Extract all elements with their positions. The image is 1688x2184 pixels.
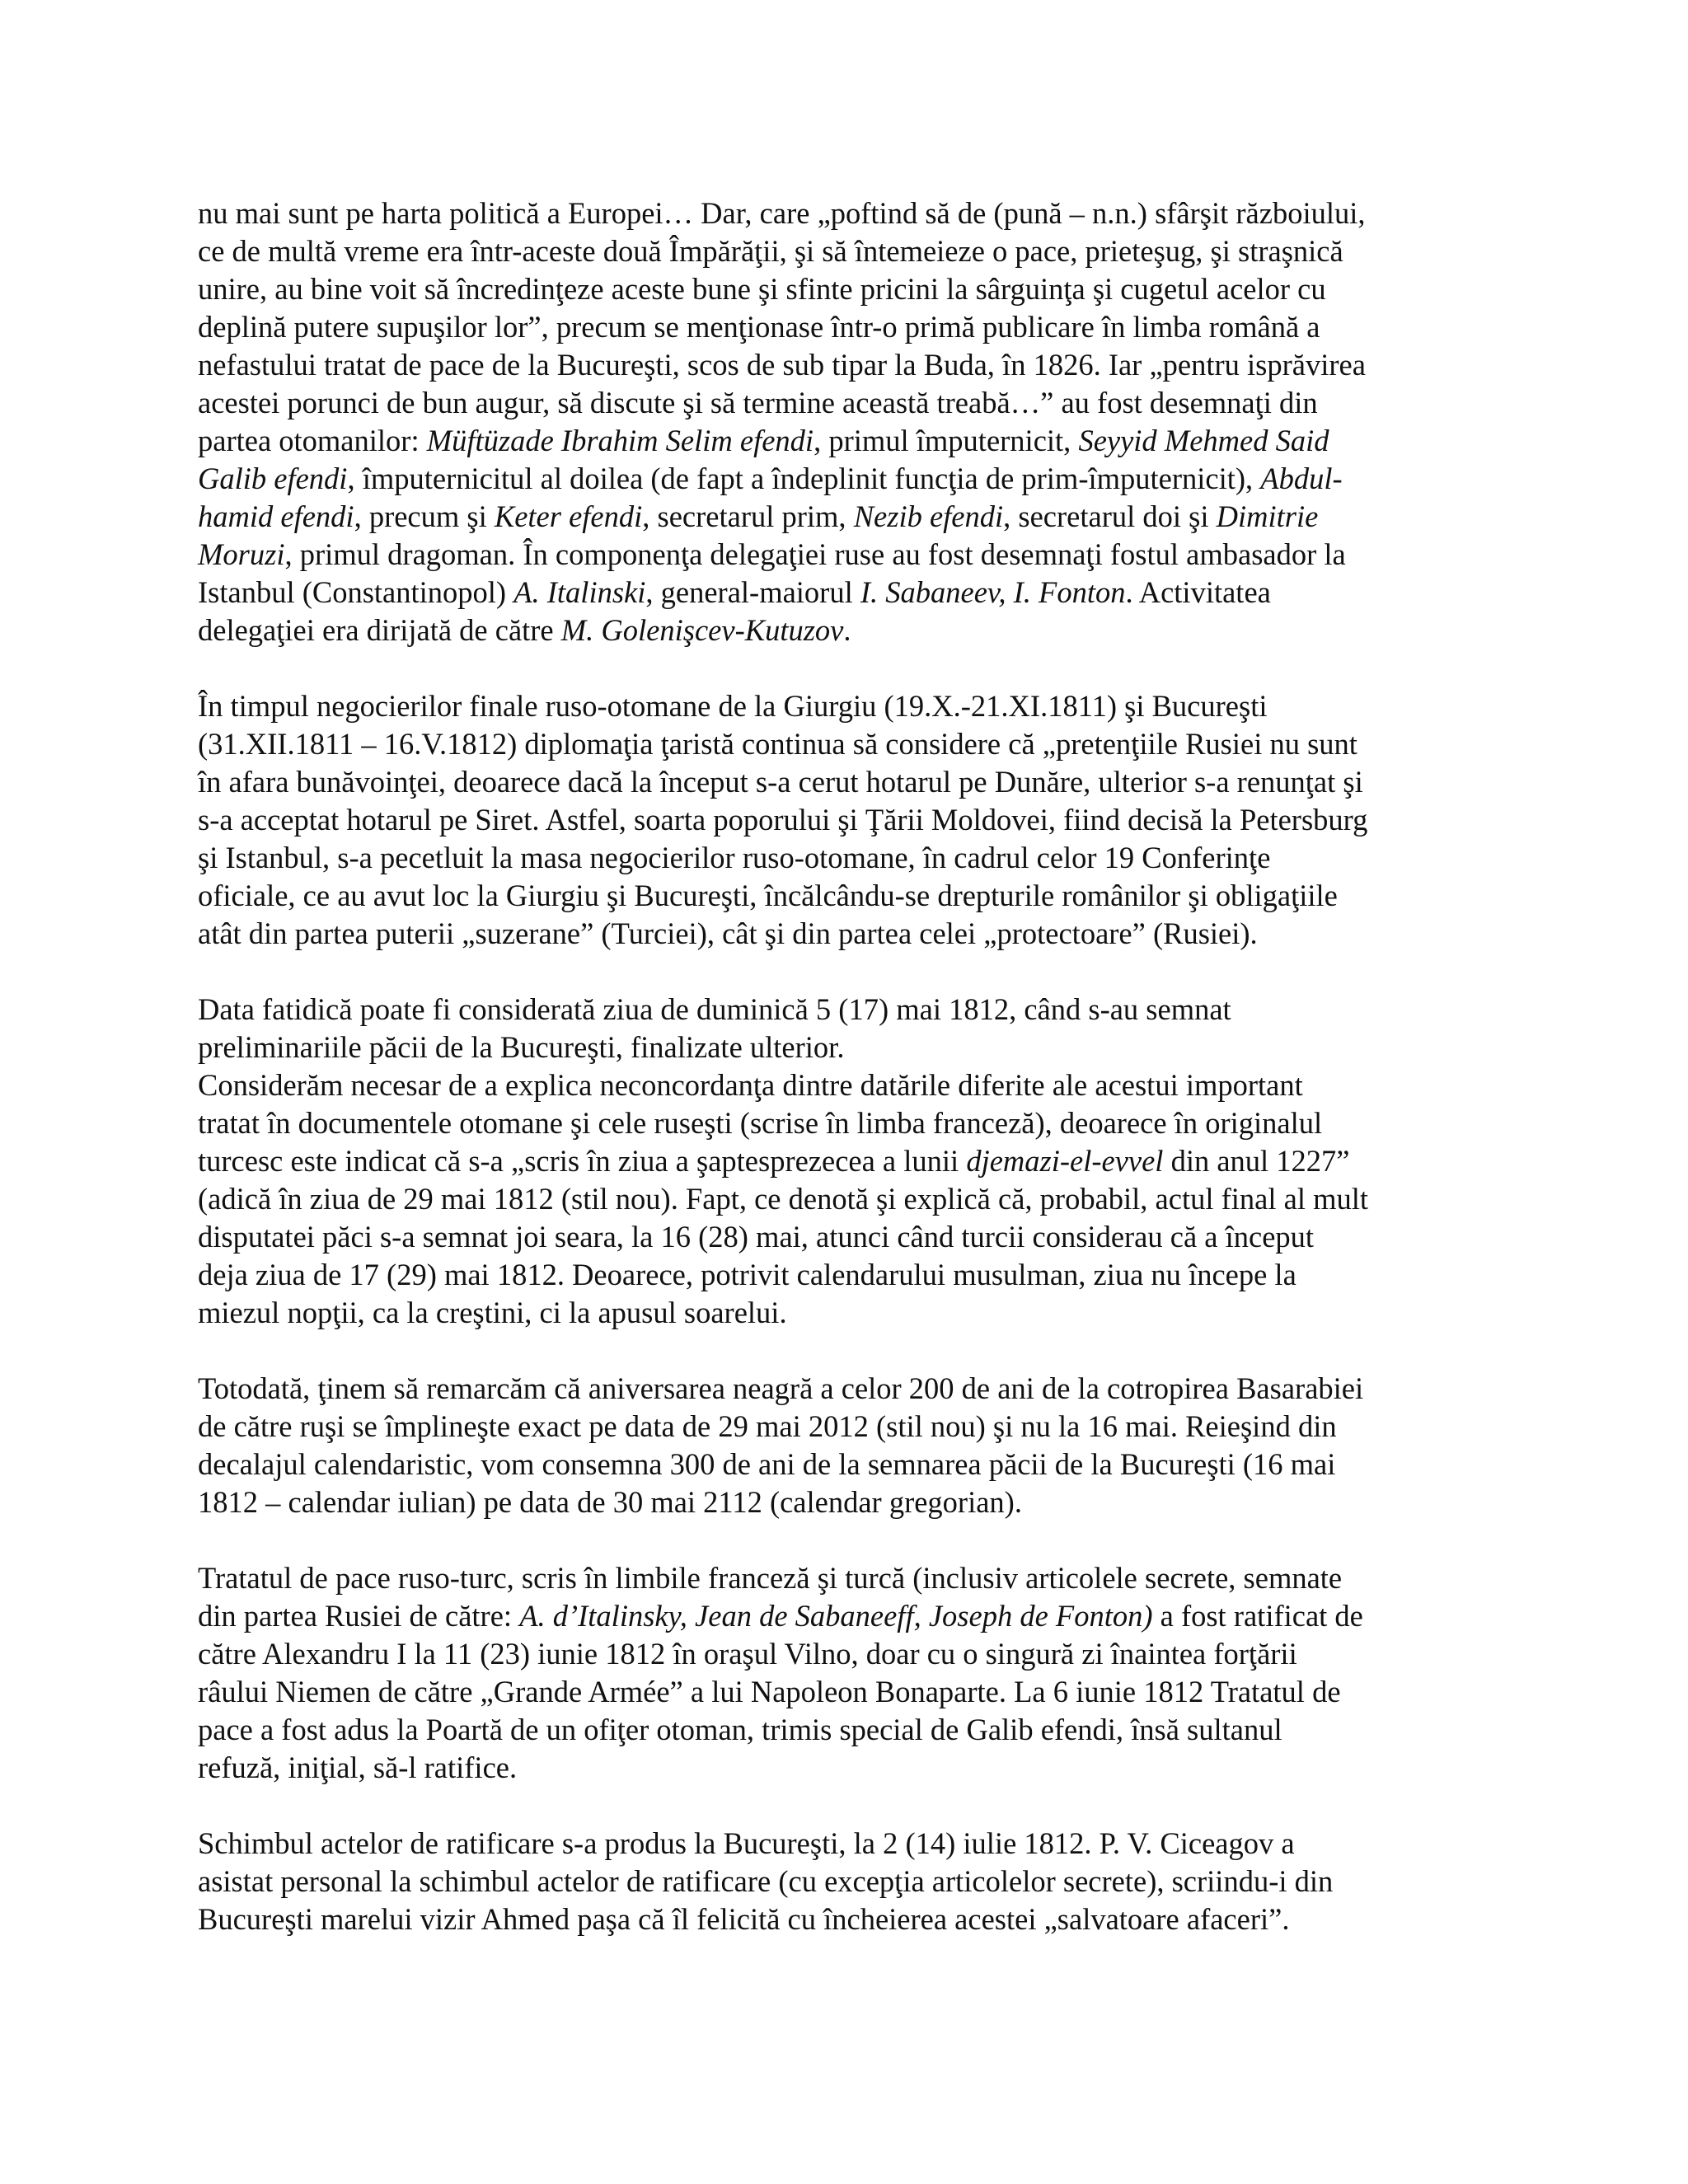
italic-name: Keter efendi <box>494 499 643 533</box>
text-line <box>198 1446 1447 1483</box>
text-segment: , primul împuternicit, <box>814 424 1079 457</box>
italic-name: hamid efendi <box>198 499 354 533</box>
text-segment: Data fatidică poate fi considerată ziua de duminică 5 (17) mai 1812, când s-au semnat <box>198 992 1231 1026</box>
text-segment: ce de multă vreme era într-aceste două Împărăţii, şi să întemeieze o pace, prieteşug, şi straşnică <box>198 234 1343 268</box>
text-line <box>198 1408 1447 1446</box>
text-segment: şi Istanbul, s-a pecetluit la masa negocierilor ruso-otomane, în cadrul celor 19 Conferinţe <box>198 841 1271 874</box>
paragraph-5 <box>198 1559 1447 1787</box>
text-segment: (31.XII.1811 – 16.V.1812) diplomaţia ţaristă continua să considere că „pretenţiile Rusiei nu sunt <box>198 727 1357 761</box>
text-segment: decalajul calendaristic, vom consemna 300 de ani de la semnarea păcii de la Bucureşti (16 mai <box>198 1447 1336 1481</box>
text-segment: atât din partea puterii „suzerane” (Turciei), cât şi din partea celei „protectoare” (Rusiei). <box>198 916 1258 950</box>
text-segment: Istanbul (Constantinopol) <box>198 575 514 609</box>
text-segment: Considerăm necesar de a explica neconcordanţa dintre datările diferite ale acestui important <box>198 1068 1303 1102</box>
text-segment: s-a acceptat hotarul pe Siret. Astfel, soarta poporului şi Ţării Moldovei, fiind decisă la Petersburg <box>198 803 1368 837</box>
text-line <box>198 801 1447 839</box>
italic-name: djemazi-el-evvel <box>966 1144 1164 1178</box>
italic-name: A. d’Italinsky, Jean de Sabaneeff, Joseph de Fonton) <box>519 1599 1153 1633</box>
text-line <box>198 536 1447 574</box>
italic-name: Galib efendi <box>198 462 348 495</box>
text-line <box>198 687 1447 725</box>
text-segment: acestei porunci de bun augur, să discute şi să termine această treabă…” au fost desemnaţi din <box>198 386 1318 419</box>
text-line <box>198 308 1447 346</box>
text-line <box>198 1029 1447 1066</box>
text-line <box>198 422 1447 460</box>
italic-name: I. Sabaneev, I. Fonton <box>860 575 1126 609</box>
text-segment: 1812 – calendar iulian) pe data de 30 mai 2112 (calendar gregorian). <box>198 1485 1022 1519</box>
text-line <box>198 1256 1447 1294</box>
italic-name: Abdul- <box>1260 462 1343 495</box>
text-segment: în afara bunăvoinţei, deoarece dacă la început s-a cerut hotarul pe Dunăre, ulterior s-a renunţat şi <box>198 765 1363 799</box>
text-segment: tratat în documentele otomane şi cele ruseşti (scrise în limba franceză), deoarece în originalul <box>198 1106 1323 1140</box>
text-line <box>198 1863 1447 1900</box>
text-segment: oficiale, ce au avut loc la Giurgiu şi Bucureşti, încălcându-se drepturile românilor şi obligaţiile <box>198 879 1338 912</box>
text-line <box>198 270 1447 308</box>
text-segment: Bucureşti marelui vizir Ahmed paşa că îl felicită cu încheierea acestei „salvatoare afaceri”. <box>198 1902 1290 1936</box>
text-segment: preliminariile păcii de la Bucureşti, finalizate ulterior. <box>198 1030 845 1064</box>
text-segment: , general-maiorul <box>645 575 860 609</box>
text-segment: partea otomanilor: <box>198 424 427 457</box>
text-segment: unire, au bine voit să încredinţeze aceste bune şi sfinte pricini la sârguinţa şi cugetul acelor cu <box>198 272 1326 306</box>
text-segment: asistat personal la schimbul actelor de ratificare (cu excepţia articolelor secrete), scriindu-i din <box>198 1864 1334 1898</box>
text-segment: a fost ratificat de <box>1152 1599 1363 1633</box>
text-line <box>198 1900 1447 1938</box>
text-segment: , precum şi <box>354 499 495 533</box>
text-line <box>198 1142 1447 1180</box>
text-segment: din partea Rusiei de către: <box>198 1599 520 1633</box>
text-line <box>198 1825 1447 1863</box>
text-line <box>198 839 1447 877</box>
text-segment: deplină putere supuşilor lor”, precum se menţionase într-o primă publicare în limba română a <box>198 310 1320 344</box>
text-line <box>198 612 1447 649</box>
text-segment: din anul 1227” <box>1163 1144 1350 1178</box>
italic-name: Müftüzade Ibrahim Selim efendi <box>426 424 814 457</box>
text-line <box>198 1749 1447 1787</box>
text-segment: nefastului tratat de pace de la Bucureşti, scos de sub tipar la Buda, în 1826. Iar „pentru isprăvirea <box>198 348 1366 382</box>
text-line <box>198 460 1447 498</box>
paragraph-4 <box>198 1370 1447 1521</box>
text-line <box>198 991 1447 1029</box>
text-segment: Schimbul actelor de ratificare s-a produs la Bucureşti, la 2 (14) iulie 1812. P. V. Ciceagov a <box>198 1826 1295 1860</box>
paragraph-3 <box>198 991 1447 1332</box>
text-segment: , primul dragoman. În componenţa delegaţiei ruse au fost desemnaţi fostul ambasador la <box>284 537 1346 571</box>
text-segment: refuză, iniţial, să-l ratifice. <box>198 1750 518 1784</box>
italic-name: Seyyid Mehmed Said <box>1078 424 1329 457</box>
text-line <box>198 877 1447 915</box>
text-line <box>198 1673 1447 1711</box>
text-line <box>198 1597 1447 1635</box>
text-segment: râului Niemen de către „Grande Armée” a lui Napoleon Bonaparte. La 6 iunie 1812 Tratatul de <box>198 1675 1341 1708</box>
paragraph-1 <box>198 194 1447 649</box>
text-segment: miezul nopţii, ca la creştini, ci la apusul soarelui. <box>198 1296 787 1329</box>
text-line <box>198 346 1447 384</box>
text-segment: (adică în ziua de 29 mai 1812 (stil nou). Fapt, ce denotă şi explică că, probabil, actul final al mult <box>198 1182 1369 1216</box>
text-segment: deja ziua de 17 (29) mai 1812. Deoarece, potrivit calendarului musulman, ziua nu începe la <box>198 1258 1296 1291</box>
text-segment: Tratatul de pace ruso-turc, scris în limbile franceză şi turcă (inclusiv articolele secrete, semnate <box>198 1561 1343 1595</box>
paragraph-2 <box>198 687 1447 953</box>
text-segment: turcesc este indicat că s-a „scris în ziua a şaptesprezecea a lunii <box>198 1144 967 1178</box>
italic-name: Dimitrie <box>1216 499 1319 533</box>
text-segment: de către ruşi se împlineşte exact pe data de 29 mai 2012 (stil nou) şi nu la 16 mai. Reieşind din <box>198 1409 1337 1443</box>
italic-name: Nezib efendi <box>853 499 1004 533</box>
text-line <box>198 232 1447 270</box>
text-segment: către Alexandru I la 11 (23) iunie 1812 în oraşul Vilno, doar cu o singură zi înaintea forţării <box>198 1637 1297 1671</box>
text-line <box>198 725 1447 763</box>
text-line <box>198 384 1447 422</box>
text-line <box>198 574 1447 612</box>
text-line <box>198 1294 1447 1332</box>
italic-name: M. Golenişcev-Kutuzov <box>560 613 844 647</box>
italic-name: Moruzi <box>198 537 285 571</box>
italic-name: A. Italinski <box>513 575 646 609</box>
paragraph-6 <box>198 1825 1447 1938</box>
text-segment: . <box>843 613 851 647</box>
text-segment: , împuternicitul al doilea (de fapt a îndeplinit funcţia de prim-împuternicit), <box>347 462 1261 495</box>
text-segment: disputatei păci s-a semnat joi seara, la 16 (28) mai, atunci când turcii considerau că a început <box>198 1220 1315 1254</box>
text-line <box>198 915 1447 953</box>
text-line <box>198 1483 1447 1521</box>
text-segment: nu mai sunt pe harta politică a Europei… Dar, care „poftind să de (pună – n.n.) sfârşit războiului, <box>198 196 1366 230</box>
text-line <box>198 1635 1447 1673</box>
text-line <box>198 763 1447 801</box>
text-line <box>198 194 1447 232</box>
text-line <box>198 1559 1447 1597</box>
text-line <box>198 1066 1447 1104</box>
text-line <box>198 1218 1447 1256</box>
document-page <box>198 194 1447 1938</box>
text-segment: . Activitatea <box>1125 575 1271 609</box>
text-line <box>198 1180 1447 1218</box>
text-line <box>198 498 1447 536</box>
text-line <box>198 1370 1447 1408</box>
text-line <box>198 1104 1447 1142</box>
text-segment: pace a fost adus la Poartă de un ofiţer otoman, trimis special de Galib efendi, însă sultanul <box>198 1713 1282 1746</box>
document-body <box>198 194 1447 1938</box>
text-segment: , secretarul doi şi <box>1003 499 1217 533</box>
text-segment: Totodată, ţinem să remarcăm că aniversarea neagră a celor 200 de ani de la cotropirea Basarabiei <box>198 1371 1364 1405</box>
text-line <box>198 1711 1447 1749</box>
text-segment: În timpul negocierilor finale ruso-otomane de la Giurgiu (19.X.-21.XI.1811) şi Bucureşti <box>198 689 1268 723</box>
text-segment: , secretarul prim, <box>642 499 854 533</box>
text-segment: delegaţiei era dirijată de către <box>198 613 561 647</box>
